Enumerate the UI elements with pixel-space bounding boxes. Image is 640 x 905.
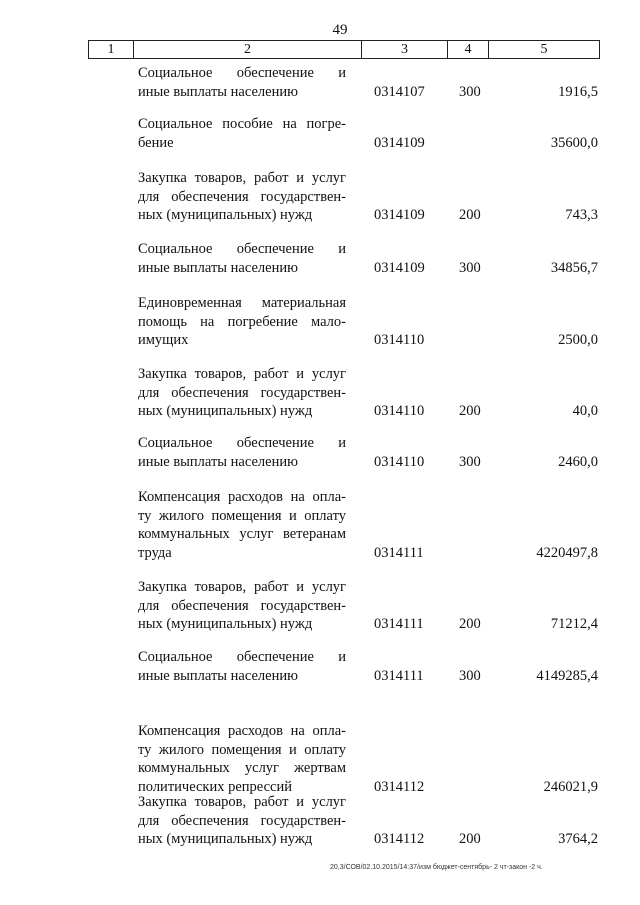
description-line: для обеспечения государствен- — [138, 188, 346, 205]
description-line: Закупка товаров, работ и услуг — [138, 579, 346, 595]
description-line: ных (муниципальных) нужд — [138, 207, 313, 223]
row-amount: 34856,7 — [550, 259, 598, 276]
row-description — [138, 115, 346, 152]
row-code: 0314110 — [374, 453, 425, 470]
row-amount: 2460,0 — [558, 453, 598, 470]
row-amount: 743,3 — [565, 207, 598, 223]
row-description — [138, 64, 346, 101]
description-line: иные выплаты населению — [138, 83, 298, 100]
description-line: для обеспечения государствен- — [138, 597, 346, 614]
row-description — [138, 793, 346, 849]
row-amount: 4220497,8 — [536, 544, 598, 561]
row-code: 0314111 — [374, 544, 424, 561]
row-code: 0314110 — [374, 403, 425, 419]
description-line: ных (муниципальных) нужд — [138, 616, 313, 632]
header-col-1: 1 — [89, 41, 134, 58]
description-line: коммунальных услуг ветеранам — [138, 526, 346, 542]
description-line: ту жилого помещения и оплату — [138, 741, 346, 758]
description-line: для обеспечения государствен- — [138, 812, 346, 829]
description-line: Компенсация расходов на опла- — [138, 489, 346, 505]
description-line: бение — [138, 134, 174, 151]
description-line: Социальное обеспечение и — [138, 65, 346, 81]
description-line: Социальное обеспечение и — [138, 241, 346, 257]
row-amount: 4149285,4 — [536, 667, 598, 684]
description-line: имущих — [138, 332, 189, 348]
row-expense-type: 200 — [459, 403, 481, 419]
description-line: Единовременная материальная — [138, 295, 346, 311]
row-amount: 1916,5 — [558, 83, 598, 100]
row-code: 0314110 — [374, 332, 425, 348]
row-code: 0314112 — [374, 831, 425, 847]
header-col-2: 2 — [134, 41, 362, 58]
row-description — [138, 488, 346, 562]
row-expense-type: 200 — [459, 616, 481, 632]
description-line: труда — [138, 544, 172, 561]
row-expense-type: 300 — [459, 259, 481, 276]
description-line: Социальное пособие на погре- — [138, 116, 346, 132]
row-amount: 2500,0 — [558, 332, 598, 348]
header-col-4: 4 — [448, 41, 489, 58]
row-description — [138, 648, 346, 685]
description-line: Закупка товаров, работ и услуг — [138, 366, 346, 382]
row-code: 0314111 — [374, 667, 424, 684]
row-code: 0314109 — [374, 207, 425, 223]
row-code: 0314107 — [374, 83, 425, 100]
page-number: 49 — [332, 22, 348, 38]
row-description — [138, 722, 346, 796]
description-line: для обеспечения государствен- — [138, 384, 346, 401]
row-code: 0314112 — [374, 778, 425, 795]
description-line: коммунальных услуг жертвам — [138, 760, 346, 776]
row-amount: 40,0 — [572, 403, 598, 419]
row-description — [138, 169, 346, 225]
description-line: Закупка товаров, работ и услуг — [138, 170, 346, 186]
header-col-5: 5 — [540, 42, 548, 57]
description-line: Компенсация расходов на опла- — [138, 723, 346, 739]
document-footer: 20,3/СОВ/02.10.2015/14:37/изм бюджет-сентябрь- 2 чт-закон -2 ч. — [330, 864, 543, 871]
row-description — [138, 240, 346, 277]
description-line: помощь на погребение мало- — [138, 313, 346, 330]
row-description — [138, 294, 346, 350]
row-expense-type: 300 — [459, 667, 481, 684]
description-line: Закупка товаров, работ и услуг — [138, 794, 346, 810]
description-line: политических репрессий — [138, 778, 292, 795]
header-col-3: 3 — [362, 41, 448, 58]
row-expense-type: 200 — [459, 207, 481, 223]
row-code: 0314109 — [374, 134, 425, 151]
row-code: 0314109 — [374, 259, 425, 276]
row-code: 0314111 — [374, 616, 424, 632]
description-line: иные выплаты населению — [138, 667, 298, 684]
row-expense-type: 300 — [459, 453, 481, 470]
description-line: ных (муниципальных) нужд — [138, 403, 313, 419]
description-line: Социальное обеспечение и — [138, 435, 346, 451]
row-description — [138, 578, 346, 634]
row-expense-type: 200 — [459, 831, 481, 847]
description-line: иные выплаты населению — [138, 259, 298, 276]
row-description — [138, 365, 346, 421]
row-amount: 35600,0 — [550, 134, 598, 151]
row-description — [138, 434, 346, 471]
description-line: ту жилого помещения и оплату — [138, 507, 346, 524]
table-header — [88, 40, 600, 59]
description-line: иные выплаты населению — [138, 453, 298, 470]
row-amount: 3764,2 — [558, 831, 598, 847]
description-line: Социальное обеспечение и — [138, 649, 346, 665]
row-amount: 71212,4 — [550, 616, 598, 632]
row-expense-type: 300 — [459, 83, 481, 100]
description-line: ных (муниципальных) нужд — [138, 831, 313, 847]
row-amount: 246021,9 — [543, 778, 598, 795]
